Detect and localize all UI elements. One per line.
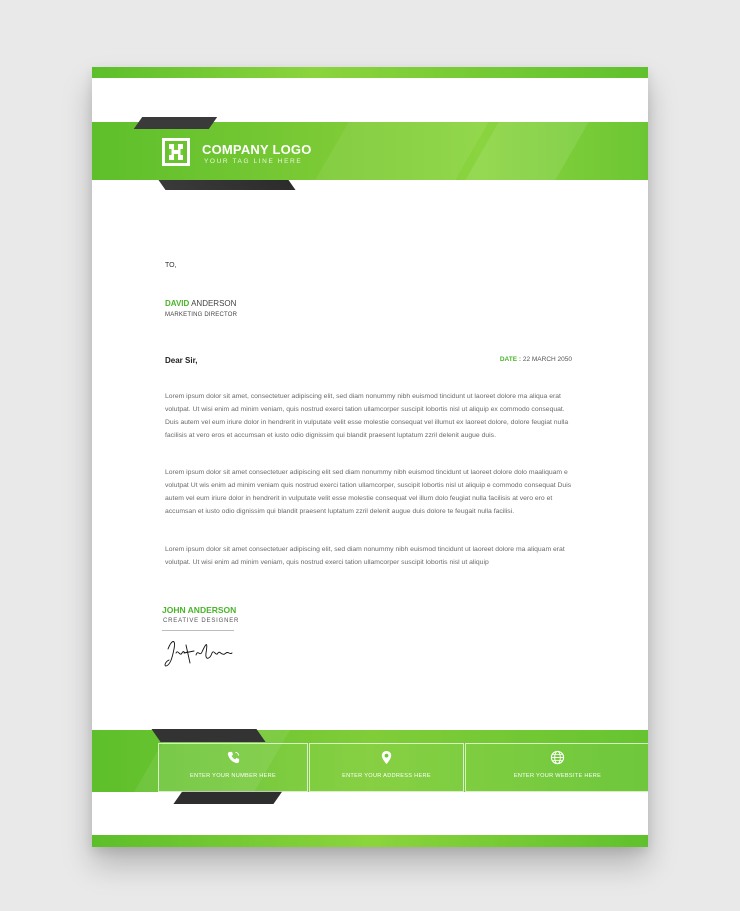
footer-dark-accent-top [151, 729, 265, 742]
website-label: ENTER YOUR WEBSITE HERE [513, 773, 602, 779]
phone-label: ENTER YOUR NUMBER HERE [189, 773, 277, 779]
letter-date [500, 356, 572, 363]
top-green-strip [92, 67, 648, 78]
header-dark-accent-top [134, 117, 217, 129]
signer-title: CREATIVE DESIGNER [163, 618, 240, 624]
contact-address [309, 743, 464, 792]
recipient-name [165, 299, 236, 308]
company-logo-title: COMPANY LOGO [202, 142, 312, 157]
signer-name: JOHN ANDERSON [162, 605, 237, 615]
signature-rule [162, 630, 234, 631]
header-dark-accent-bottom [158, 180, 295, 190]
salutation: Dear Sir, [165, 356, 198, 365]
address-label: ENTER YOUR ADDRESS HERE [342, 773, 431, 779]
body-paragraph-3: Lorem ipsum dolor sit amet consectetuer adipiscing elit, sed diam nonummy nibh euismod tincidunt ut laoreet dolore ma aliquam erat volutpat. Ut wisi enim ad minim veniam, quis nostrud exerci tation ullamcorper suscipit lobortis nisl ut aliquip [165, 546, 565, 566]
body-paragraph-1: Lorem ipsum dolor sit amet, consectetuer adipiscing elit, sed diam nonummy nibh euismod tincidunt ut laoreet dolore ma aliqua erat volutpat. Ut wisi enim ad minim veniam, quis nostrud exerci tation ullamcorper suscipit lobortis nisl ut aliquip ex commodo consequat. Duis autem vel eum iriure dolor in hendrerit in vulputate velit esse molestie consequat vel illumut ex laoreet dolore, dolore feugiat nulla facilisis at vero eros et accumsan et iusto odio dignissim qui blandit praesent luptatum zzril delenit augue duis. [165, 393, 569, 439]
footer-dark-accent-bottom [173, 791, 282, 804]
date-value: 22 MARCH 2050 [521, 356, 572, 363]
phone-icon [226, 750, 241, 765]
contact-phone [158, 743, 308, 792]
globe-icon [550, 750, 565, 765]
company-logo-icon [162, 138, 190, 166]
location-pin-icon [379, 750, 394, 765]
handwritten-signature [162, 635, 234, 669]
date-label: DATE : [499, 356, 522, 363]
letterhead-page [92, 67, 648, 847]
to-label: TO, [165, 262, 177, 269]
recipient-first-name: DAVID [165, 299, 190, 308]
recipient-last-name: ANDERSON [189, 299, 237, 308]
recipient-role: MARKETING DIRECTOR [165, 312, 238, 318]
bottom-green-strip [92, 835, 648, 847]
body-paragraph-2: Lorem ipsum dolor sit amet consectetuer adipiscing elit sed diam nonummy nibh euismod tincidunt ut laoreet dolore dolo maaliquam e volutpat Ut wis enim ad minim veniam quis nostrud exerci tation ullamcorper, suscipit lobortis nisl ut aliquip e commodo consequat Duis autem vel eum iriure dolor in hendrerit in vulputate velit esse molestie consequat vel illum dolo feugiat nulla facilisis at vero ero et accumsan et iusto odio dignissim qui blandit praesent luptatum zzril delenit augue duis dolore te feugait nulla facilisi. [165, 469, 572, 515]
contact-website [465, 743, 648, 792]
company-tagline: YOUR TAG LINE HERE [204, 158, 303, 165]
